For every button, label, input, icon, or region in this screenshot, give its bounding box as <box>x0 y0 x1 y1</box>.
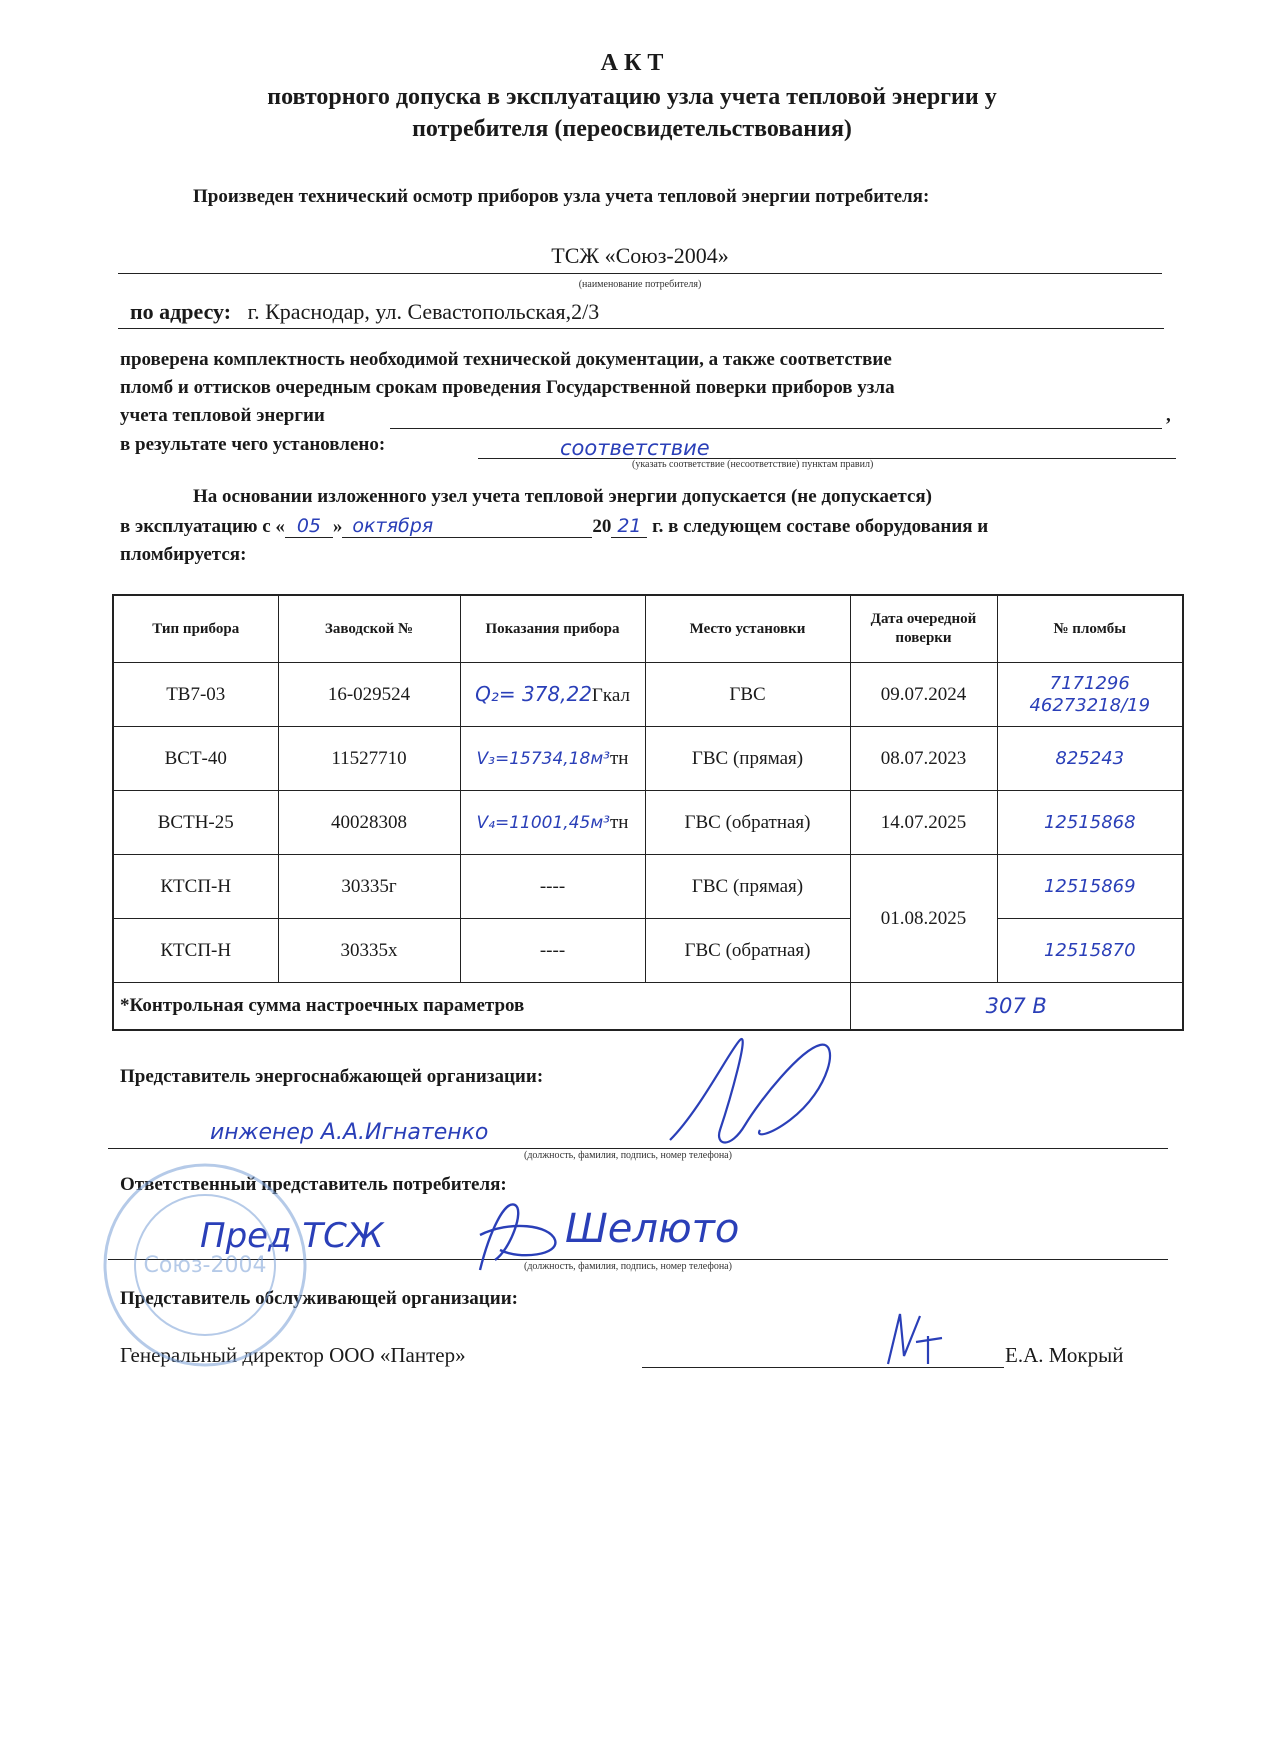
seal-number: 12515870 <box>1043 939 1136 961</box>
cell-place: ГВС (прямая) <box>645 727 850 791</box>
service-position: Генеральный директор ООО «Пантер» <box>120 1343 466 1367</box>
address-label: по адресу: <box>130 299 232 324</box>
result-caption: (указать соответствие (несоответствие) пунктам правил) <box>632 459 874 470</box>
cell-reading <box>460 663 645 727</box>
cell-seal <box>997 855 1183 919</box>
admission-line-1: На основании изложенного узел учета тепловой энергии допускается (не допускается) <box>193 486 933 507</box>
consumer-rep-name-handwritten: Шелюто <box>565 1206 740 1252</box>
reading-handwritten: Q₂= 378,22 <box>475 682 592 706</box>
supplier-signature <box>660 1030 860 1170</box>
equipment-table <box>112 594 1184 1031</box>
consumer-rep-label: Ответственный представитель потребителя: <box>120 1174 507 1195</box>
address-value: г. Краснодар, ул. Севастопольская,2/3 <box>247 299 600 324</box>
header-place: Место установки <box>645 595 850 663</box>
consumer-underline <box>118 273 1162 274</box>
admission-line-2 <box>120 515 988 538</box>
document-title: А К Т <box>600 50 664 76</box>
supplier-caption: (должность, фамилия, подпись, номер телефона) <box>524 1150 732 1161</box>
cell-type: ВСТ-40 <box>113 727 278 791</box>
address-underline <box>118 328 1164 329</box>
reading-handwritten: V₃=15734,18м³ <box>476 748 610 769</box>
cell-type: ТВ7-03 <box>113 663 278 727</box>
check-line-3-end: , <box>1166 405 1171 426</box>
check-line-3: учета тепловой энергии <box>120 405 325 426</box>
address-row <box>130 299 599 325</box>
admission-text-b: » <box>332 516 343 537</box>
admission-line-3: пломбируется: <box>120 544 247 565</box>
cell-reading <box>460 791 645 855</box>
header-seal: № пломбы <box>997 595 1183 663</box>
check-line-1: проверена комплектность необходимой технической документации, а также соответствие <box>120 349 892 370</box>
cell-place: ГВС <box>645 663 850 727</box>
cell-seal <box>997 663 1183 727</box>
supplier-handwritten: инженер А.А.Игнатенко <box>210 1120 489 1145</box>
reading-unit: Гкал <box>591 685 630 706</box>
cell-date: 01.08.2025 <box>850 855 997 983</box>
seal-number: 7171296 <box>1049 672 1130 694</box>
cell-serial: 30335х <box>278 919 460 983</box>
table-row <box>113 919 1183 983</box>
cell-date: 14.07.2025 <box>850 791 997 855</box>
cell-reading: ---- <box>460 855 645 919</box>
document-subtitle-line2: потребителя (переосвидетельствования) <box>412 116 852 142</box>
service-name: Е.А. Мокрый <box>1005 1343 1124 1367</box>
admission-month: октября <box>342 515 592 538</box>
header-serial: Заводской № <box>278 595 460 663</box>
result-label: в результате чего установлено: <box>120 434 386 455</box>
result-handwritten: соответствие <box>560 436 710 460</box>
cell-date: 08.07.2023 <box>850 727 997 791</box>
checksum-cell <box>850 983 1183 1031</box>
cell-seal <box>997 791 1183 855</box>
cell-place: ГВС (обратная) <box>645 791 850 855</box>
seal-number: 12515868 <box>1043 811 1136 833</box>
cell-seal <box>997 919 1183 983</box>
admission-text-d: г. в следующем составе оборудования и <box>652 516 989 537</box>
header-reading: Показания прибора <box>460 595 645 663</box>
intro-text: Произведен технический осмотр приборов узла учета тепловой энергии потребителя: <box>193 186 930 207</box>
table-row <box>113 791 1183 855</box>
check-line-3-underline <box>390 428 1162 429</box>
cell-place: ГВС (прямая) <box>645 855 850 919</box>
organization-stamp <box>100 1160 310 1370</box>
document-subtitle-line1: повторного допуска в эксплуатацию узла учета тепловой энергии у <box>267 84 997 110</box>
table-row <box>113 663 1183 727</box>
header-next-check: Дата очередной поверки <box>850 595 997 663</box>
seal-number: 12515869 <box>1043 875 1136 897</box>
admission-day: 05 <box>285 515 333 538</box>
consumer-rep-caption: (должность, фамилия, подпись, номер телефона) <box>524 1261 732 1272</box>
supplier-label: Представитель энергоснабжающей организации: <box>120 1066 544 1087</box>
cell-type: ВСТН-25 <box>113 791 278 855</box>
service-signature <box>880 1306 980 1368</box>
consumer-name: ТСЖ «Союз-2004» <box>551 243 729 268</box>
seal-number: 825243 <box>1055 747 1125 769</box>
supplier-underline <box>108 1148 1168 1149</box>
cell-serial: 30335г <box>278 855 460 919</box>
seal-number-2: 46273218/19 <box>1029 694 1151 716</box>
admission-text-c: 20 <box>592 516 612 537</box>
cell-place: ГВС (обратная) <box>645 919 850 983</box>
cell-serial: 40028308 <box>278 791 460 855</box>
header-device-type: Тип прибора <box>113 595 278 663</box>
consumer-rep-handwritten: Пред ТСЖ <box>200 1216 384 1256</box>
table-row <box>113 727 1183 791</box>
cell-seal <box>997 727 1183 791</box>
cell-serial: 11527710 <box>278 727 460 791</box>
check-line-2: пломб и оттисков очередным срокам проведения Государственной поверки приборов узла <box>120 377 895 398</box>
consumer-signature <box>460 1190 570 1280</box>
checksum-value: 307 B <box>985 993 1047 1018</box>
service-label: Представитель обслуживающей организации: <box>120 1288 518 1309</box>
cell-reading: ---- <box>460 919 645 983</box>
cell-type: КТСП-Н <box>113 855 278 919</box>
cell-date: 09.07.2024 <box>850 663 997 727</box>
table-header-row <box>113 595 1183 663</box>
checksum-label: *Контрольная сумма настроечных параметров <box>113 983 850 1031</box>
cell-serial: 16-029524 <box>278 663 460 727</box>
reading-unit: тн <box>609 747 629 769</box>
cell-type: КТСП-Н <box>113 919 278 983</box>
reading-handwritten: V₄=11001,45м³ <box>476 812 610 833</box>
stamp-text: Союз-2004 <box>143 1253 267 1278</box>
reading-unit: тн <box>609 811 629 833</box>
cell-reading <box>460 727 645 791</box>
table-row <box>113 855 1183 919</box>
checksum-row <box>113 983 1183 1031</box>
consumer-caption: (наименование потребителя) <box>578 279 702 290</box>
admission-text-a: в эксплуатацию с « <box>120 516 285 537</box>
admission-year: 21 <box>611 515 647 538</box>
